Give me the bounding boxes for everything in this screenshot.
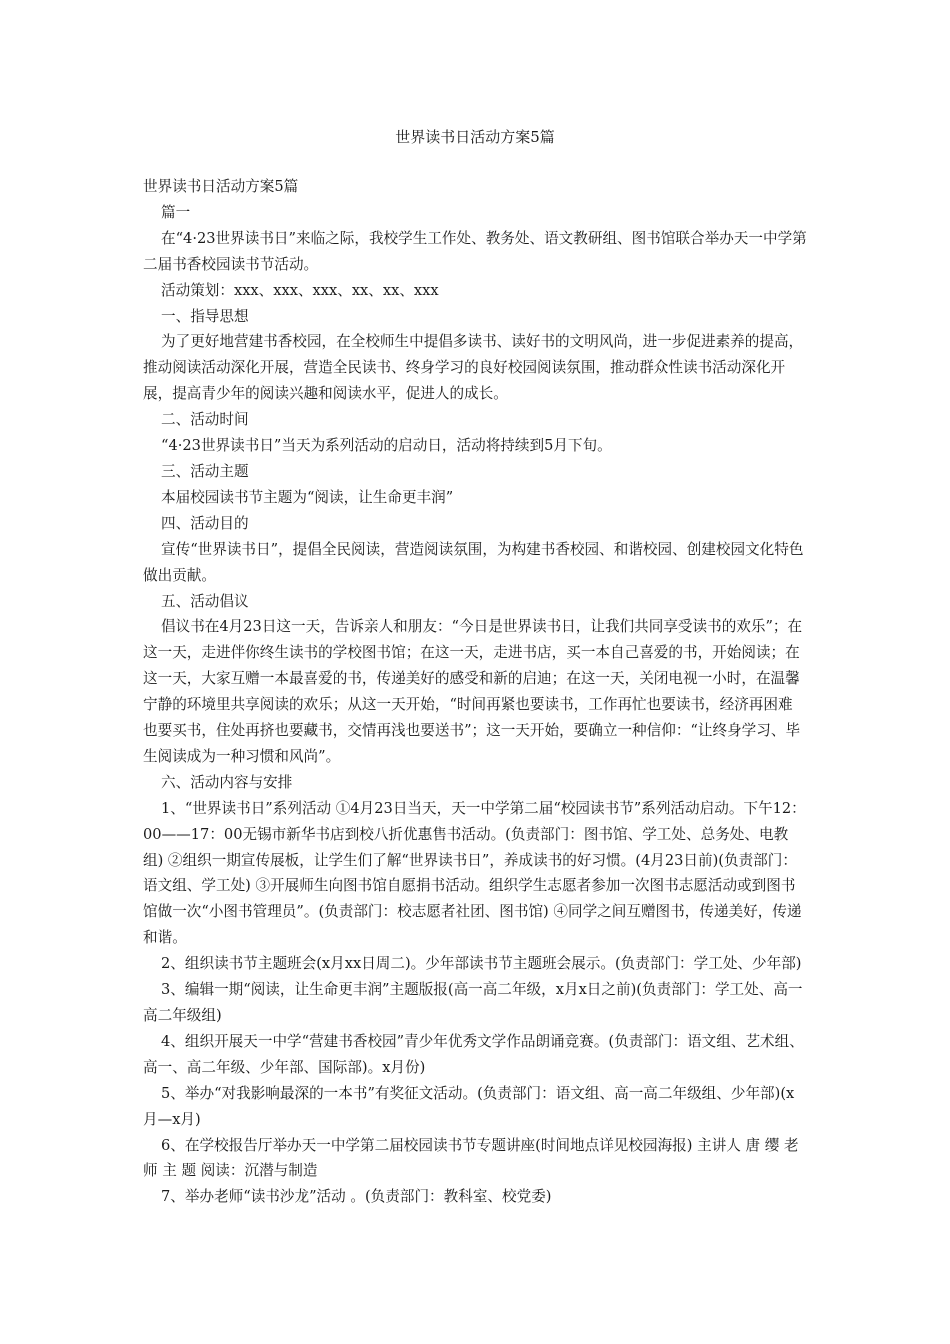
list-item-2: 2、组织读书节主题班会(x月xx日周二)。少年部读书节主题班会展示。(负责部门：学工处、少年部): [161, 955, 802, 973]
paragraph-guiding-thought: 为了更好地营建书香校园，在全校师生中提倡多读书、读好书的文明风尚，进一步促进素养的提高，推动阅读活动深化开展，营造全民读书、终身学习的良好校园阅读氛围，推动群众性读书活动深化开展，提高青少年的阅读兴趣和阅读水平，促进人的成长。: [143, 333, 804, 403]
document-body: [143, 174, 807, 1210]
paragraph-activity-purpose: 宣传“世界读书日”，提倡全民阅读，营造阅读氛围，为构建书香校园、和谐校园、创建校园文化特色做出贡献。: [143, 540, 804, 584]
list-item-4: 4、组织开展天一中学“营建书香校园”青少年优秀文学作品朗诵竞赛。(负责部门：语文组、艺术组、高一、高二年级、少年部、国际部)。x月份): [143, 1032, 804, 1076]
paragraph-intro: 在“4·23世界读书日”来临之际，我校学生工作处、教务处、语文教研组、图书馆联合举办天一中学第二届书香校园读书节活动。: [143, 229, 807, 273]
heading-activity-proposal: 五、活动倡议: [161, 592, 249, 610]
list-item-3: 3、编辑一期“阅读，让生命更丰润”主题版报(高一高二年级，x月x日之前)(负责部门：学工处、高一高二年级组): [143, 981, 803, 1024]
list-item-6: 6、在学校报告厅举办天一中学第二届校园读书节专题讲座(时间地点详见校园海报) 主讲人 唐 缨 老师 主 题 阅读：沉潜与制造: [143, 1136, 799, 1180]
list-item-1: 1、“世界读书日”系列活动 ①4月23日当天，天一中学第二届“校园读书节”系列活动启动。下午12：00——17：00无锡市新华书店到校八折优惠售书活动。(负责部门：图书馆、学工处、总务处、电教组) ②组织一期宣传展板，让学生们了解“世界读书日”，养成读书的好习惯。(4月23日前)(负责部门：语文组、学工处) ③开展师生向图书馆自愿捐书活动。组织学生志愿者参加一次图书志愿活动或到图书馆做一次“小图书管理员”。(负责部门：校志愿者社团、图书馆) ④同学之间互赠图书，传递美好，传递和谐。: [143, 799, 806, 947]
heading-activity-purpose: 四、活动目的: [161, 514, 249, 532]
paragraph-activity-proposal: 倡议书在4月23日这一天，告诉亲人和朋友：“今日是世界读书日，让我们共同享受读书的欢乐”；在这一天，走进伴你终生读书的学校图书馆；在这一天，走进书店，买一本自己喜爱的书，开始阅读；在这一天，大家互赠一本最喜爱的书，传递美好的感受和新的启迪；在这一天，关闭电视一小时，在温馨宁静的环境里共享阅读的欢乐；从这一天开始，“时间再紧也要读书，工作再忙也要读书，经济再困难也要买书，住处再挤也要藏书，交情再浅也要送书”；这一天开始，要确立一种信仰：“让终身学习、毕生阅读成为一种习惯和风尚”。: [143, 618, 803, 765]
paragraph-activity-theme: 本届校园读书节主题为“阅读，让生命更丰润”: [161, 488, 454, 506]
heading-activity-theme: 三、活动主题: [161, 462, 249, 480]
paragraph-activity-time: “4·23世界读书日”当天为系列活动的启动日，活动将持续到5月下旬。: [161, 437, 612, 455]
list-item-7: 7、举办老师“读书沙龙”活动 。(负责部门：教科室、校党委): [161, 1188, 552, 1206]
heading-activity-content: 六、活动内容与安排: [161, 773, 293, 791]
page-title: 世界读书日活动方案5篇: [395, 128, 555, 146]
heading-activity-time: 二、活动时间: [161, 411, 249, 429]
paragraph-planners: 活动策划：xxx、xxx、xxx、xx、xx、xxx: [161, 281, 439, 299]
heading-guiding-thought: 一、指导思想: [161, 307, 249, 325]
section-label: 篇一: [161, 203, 191, 221]
list-item-5: 5、举办“对我影响最深的一本书”有奖征文活动。(负责部门：语文组、高一高二年级组、少年部)(x月—x月): [143, 1084, 795, 1128]
doc-heading: 世界读书日活动方案5篇: [143, 178, 299, 195]
